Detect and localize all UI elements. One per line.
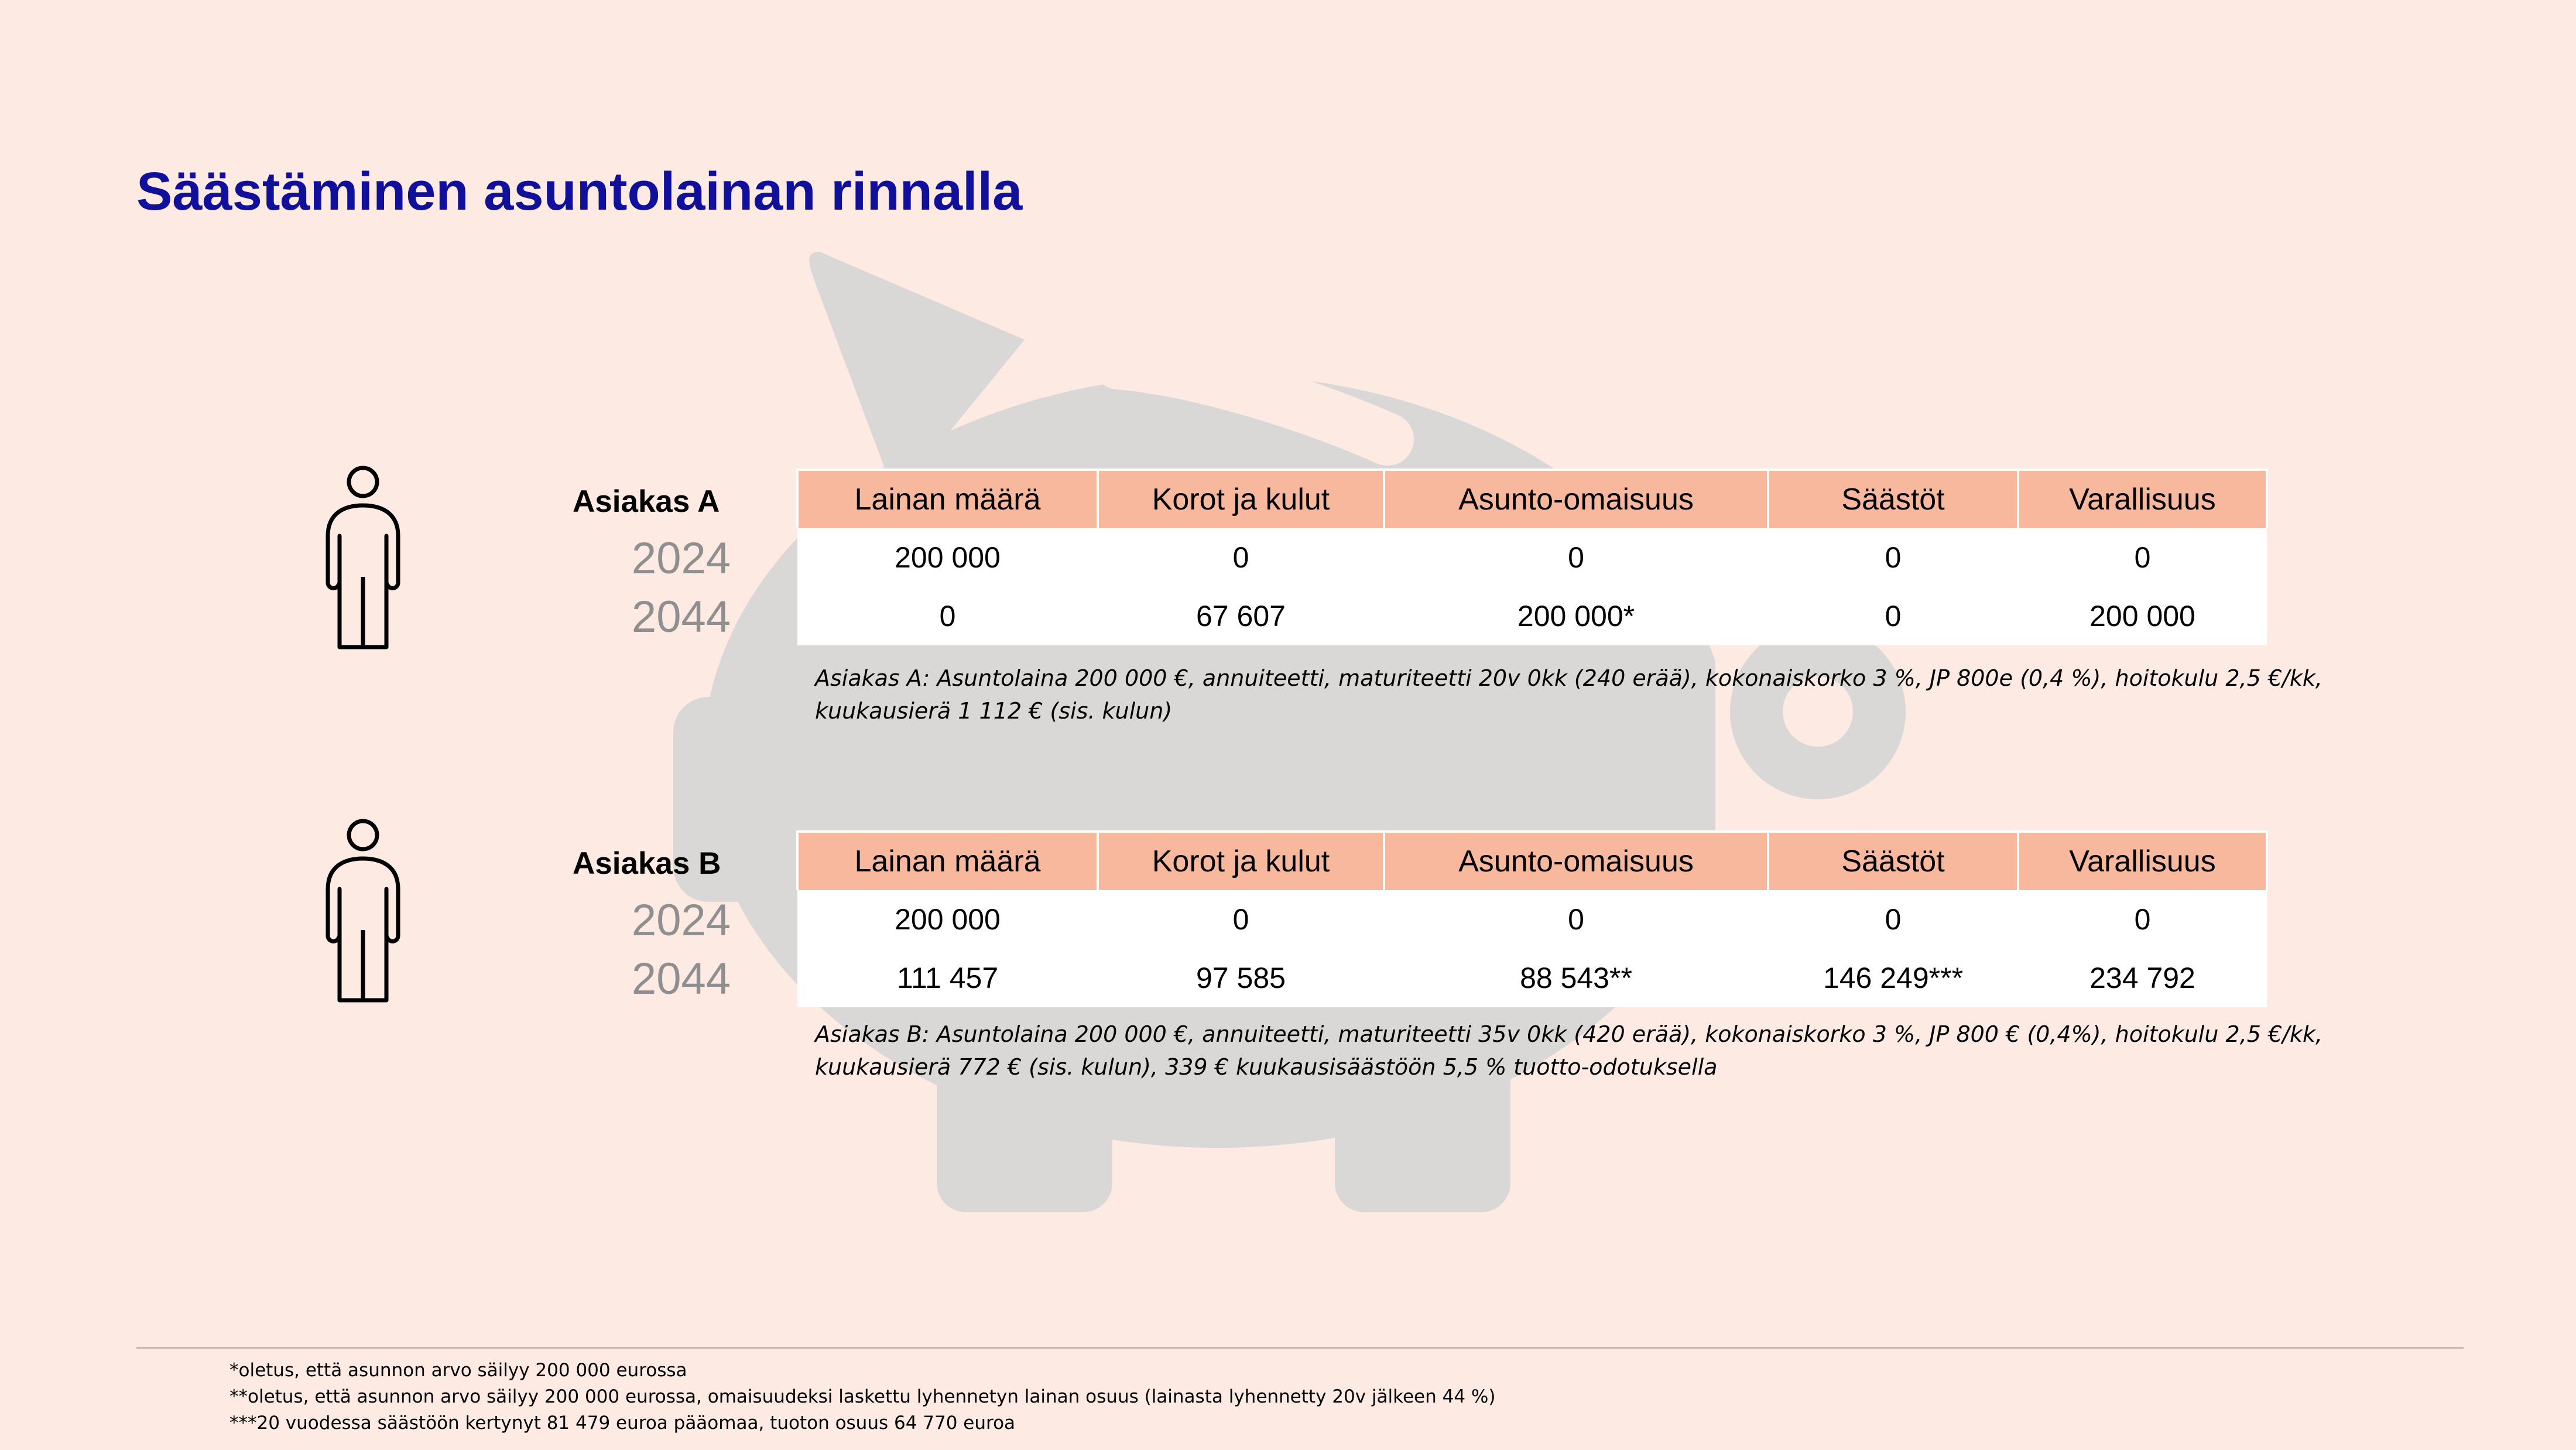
table-cell: 0 xyxy=(1098,528,1384,587)
client-a-table xyxy=(796,468,2268,645)
client-a-label: Asiakas A xyxy=(573,484,720,519)
footnotes xyxy=(229,1357,1495,1437)
footnote: ***20 vuodessa säästöön kertynyt 81 479 euroa pääomaa, tuoton osuus 64 770 euroa xyxy=(229,1413,1016,1434)
client-b-note: Asiakas B: Asuntolaina 200 000 €, annuiteetti, maturiteetti 35v 0kk (420 erää), kokonaiskorko 3 %, JP 800 € (0,4%), hoitokulu 2,5 €/kk, kuukausierä 772 € (sis. kulun), 339 € kuukausisäästöön 5,5 % tuotto-odotuksella xyxy=(815,1021,2323,1080)
column-header: Säästöt xyxy=(1768,832,2018,890)
table-row xyxy=(797,528,2267,587)
table-row xyxy=(797,587,2267,645)
table-cell: 111 457 xyxy=(797,949,1098,1007)
table-cell: 0 xyxy=(2018,528,2267,587)
column-header: Varallisuus xyxy=(2018,832,2267,890)
client-a-year-2024: 2024 xyxy=(631,534,731,583)
client-b-year-2024: 2024 xyxy=(631,895,731,945)
column-header: Varallisuus xyxy=(2018,470,2267,528)
column-header: Lainan määrä xyxy=(797,832,1098,890)
table-header-row xyxy=(797,470,2267,528)
column-header: Säästöt xyxy=(1768,470,2018,528)
client-a-note: Asiakas A: Asuntolaina 200 000 €, annuiteetti, maturiteetti 20v 0kk (240 erää), kokonaiskorko 3 %, JP 800e (0,4 %), hoitokulu 2,5 €/kk, kuukausierä 1 112 € (sis. kulun) xyxy=(815,665,2322,724)
table-cell: 0 xyxy=(1384,890,1768,949)
table-cell: 0 xyxy=(1768,587,2018,645)
table-cell: 97 585 xyxy=(1098,949,1384,1007)
column-header: Asunto-omaisuus xyxy=(1384,470,1768,528)
client-b-table xyxy=(796,830,2268,1007)
column-header: Korot ja kulut xyxy=(1098,832,1384,890)
table-row xyxy=(797,949,2267,1007)
footnote: **oletus, että asunnon arvo säilyy 200 000 eurossa, omaisuudeksi laskettu lyhennetyn lainan osuus (lainasta lyhennetty 20v jälkeen 44 %) xyxy=(229,1386,1496,1407)
table-cell: 200 000 xyxy=(2018,587,2267,645)
table-cell: 0 xyxy=(1768,528,2018,587)
table-cell: 234 792 xyxy=(2018,949,2267,1007)
person-icon xyxy=(322,819,404,1006)
table-cell: 0 xyxy=(1384,528,1768,587)
divider xyxy=(136,1347,2464,1349)
table-cell: 146 249*** xyxy=(1768,949,2018,1007)
client-a-year-2044: 2044 xyxy=(631,592,731,642)
column-header: Asunto-omaisuus xyxy=(1384,832,1768,890)
client-b-year-2044: 2044 xyxy=(631,954,731,1004)
table-cell: 200 000 xyxy=(797,528,1098,587)
table-cell: 0 xyxy=(2018,890,2267,949)
table-cell: 0 xyxy=(1098,890,1384,949)
column-header: Korot ja kulut xyxy=(1098,470,1384,528)
table-cell: 200 000* xyxy=(1384,587,1768,645)
page-title: Säästäminen asuntolainan rinnalla xyxy=(136,162,1023,221)
table-cell: 0 xyxy=(797,587,1098,645)
table-cell: 88 543** xyxy=(1384,949,1768,1007)
column-header: Lainan määrä xyxy=(797,470,1098,528)
table-row xyxy=(797,890,2267,949)
footnote: *oletus, että asunnon arvo säilyy 200 000 eurossa xyxy=(229,1360,687,1381)
table-cell: 0 xyxy=(1768,890,2018,949)
client-b-label: Asiakas B xyxy=(573,846,721,881)
person-icon xyxy=(322,466,404,653)
table-header-row xyxy=(797,832,2267,890)
table-cell: 200 000 xyxy=(797,890,1098,949)
table-cell: 67 607 xyxy=(1098,587,1384,645)
